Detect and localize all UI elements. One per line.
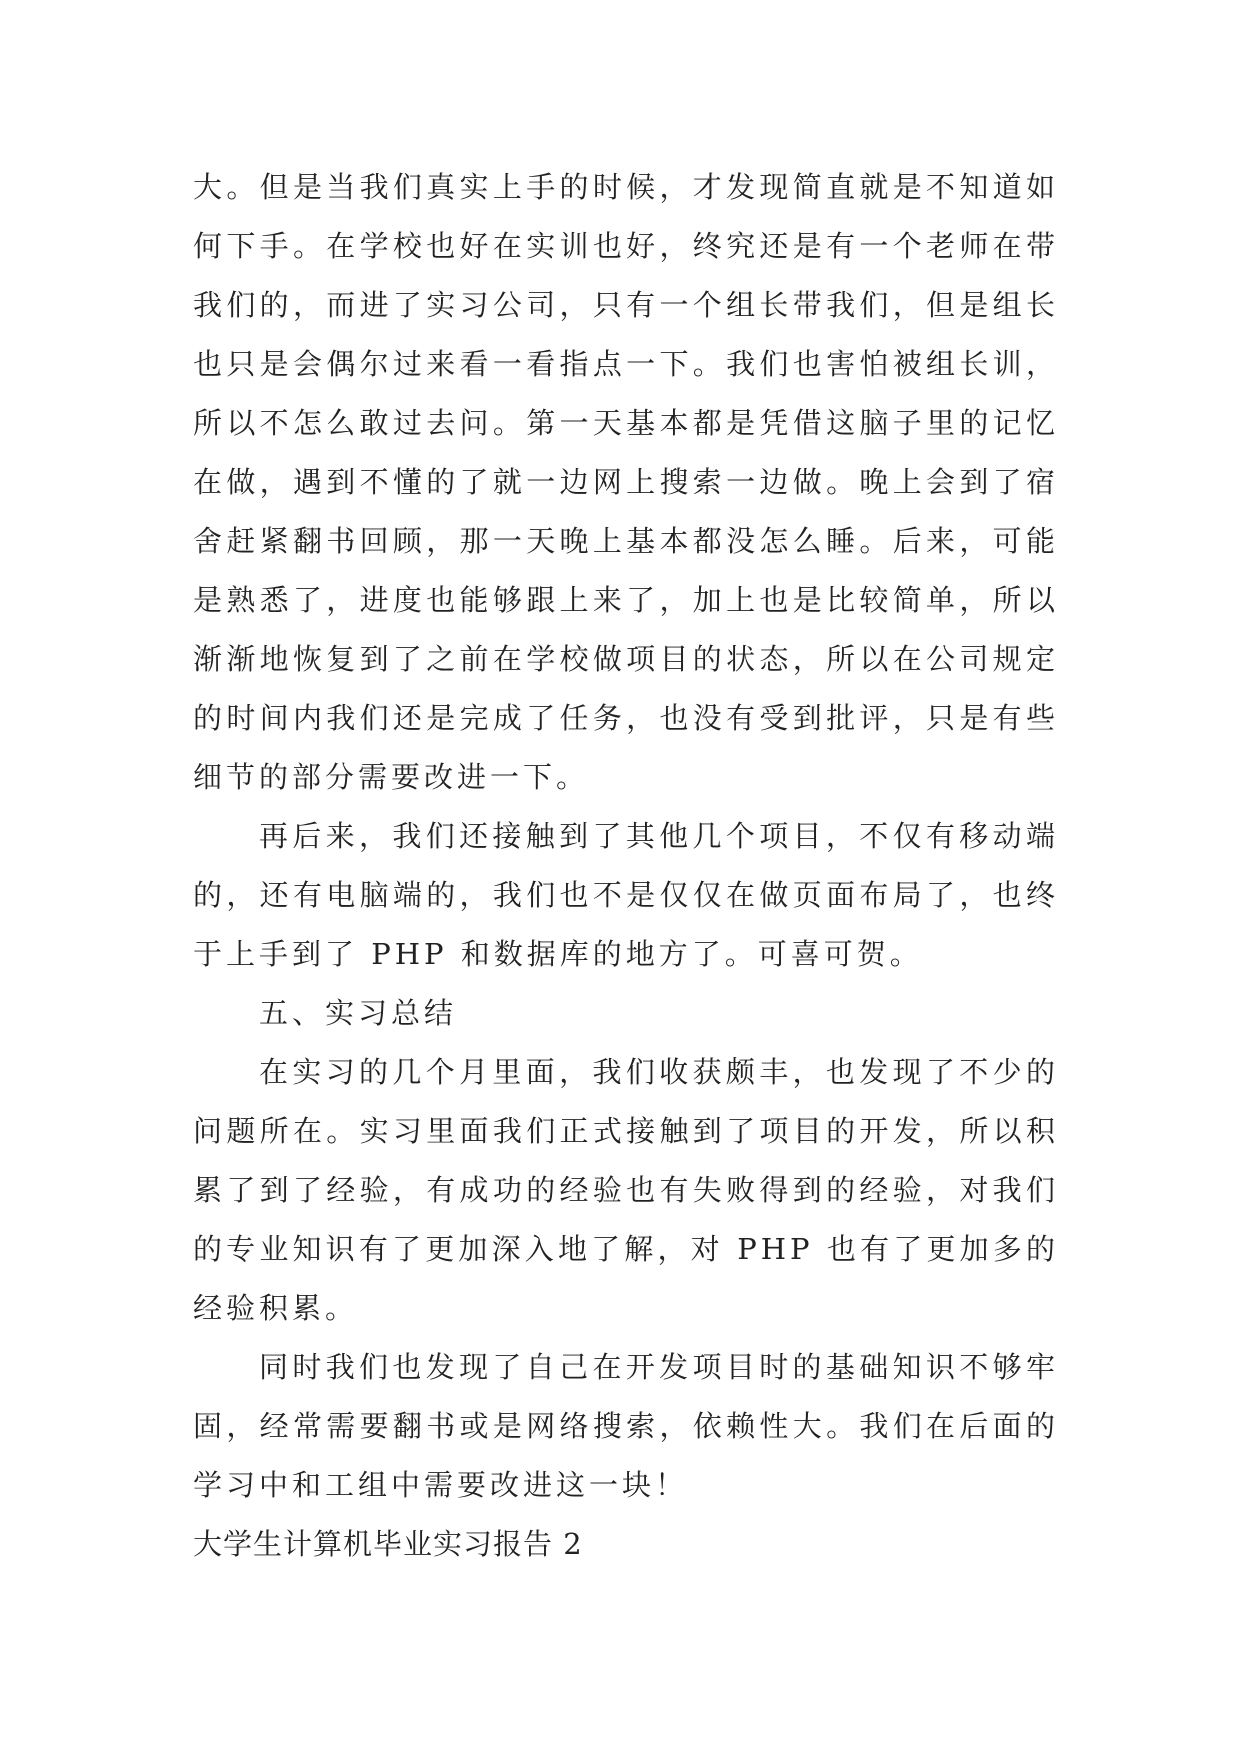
document-body	[193, 158, 1059, 1574]
paragraph-summary-improvements: 同时我们也发现了自己在开发项目时的基础知识不够牢固，经常需要翻书或是网络搜索，依赖性大。我们在后面的学习中和工组中需要改进这一块！	[193, 1350, 1059, 1502]
paragraph-continued: 大。但是当我们真实上手的时候，才发现简直就是不知道如何下手。在学校也好在实训也好，终究还是有一个老师在带我们的，而进了实习公司，只有一个组长带我们，但是组长也只是会偶尔过来看一看指点一下。我们也害怕被组长训，所以不怎么敢过去问。第一天基本都是凭借这脑子里的记忆在做，遇到不懂的了就一边网上搜索一边做。晚上会到了宿舍赶紧翻书回顾，那一天晚上基本都没怎么睡。后来，可能是熟悉了，进度也能够跟上来了，加上也是比较简单，所以渐渐地恢复到了之前在学校做项目的状态，所以在公司规定的时间内我们还是完成了任务，也没有受到批评，只是有些细节的部分需要改进一下。	[193, 170, 1059, 794]
paragraph-later-projects: 再后来，我们还接触到了其他几个项目，不仅有移动端的，还有电脑端的，我们也不是仅仅在做页面布局了，也终于上手到了 PHP 和数据库的地方了。可喜可贺。	[193, 819, 1059, 971]
next-report-title: 大学生计算机毕业实习报告 2	[193, 1527, 583, 1561]
section-heading-summary: 五、实习总结	[259, 996, 458, 1030]
paragraph-summary-gains: 在实习的几个月里面，我们收获颇丰，也发现了不少的问题所在。实习里面我们正式接触到了项目的开发，所以积累了到了经验，有成功的经验也有失败得到的经验，对我们的专业知识有了更加深入地了解，对 PHP 也有了更加多的经验积累。	[193, 1055, 1059, 1325]
